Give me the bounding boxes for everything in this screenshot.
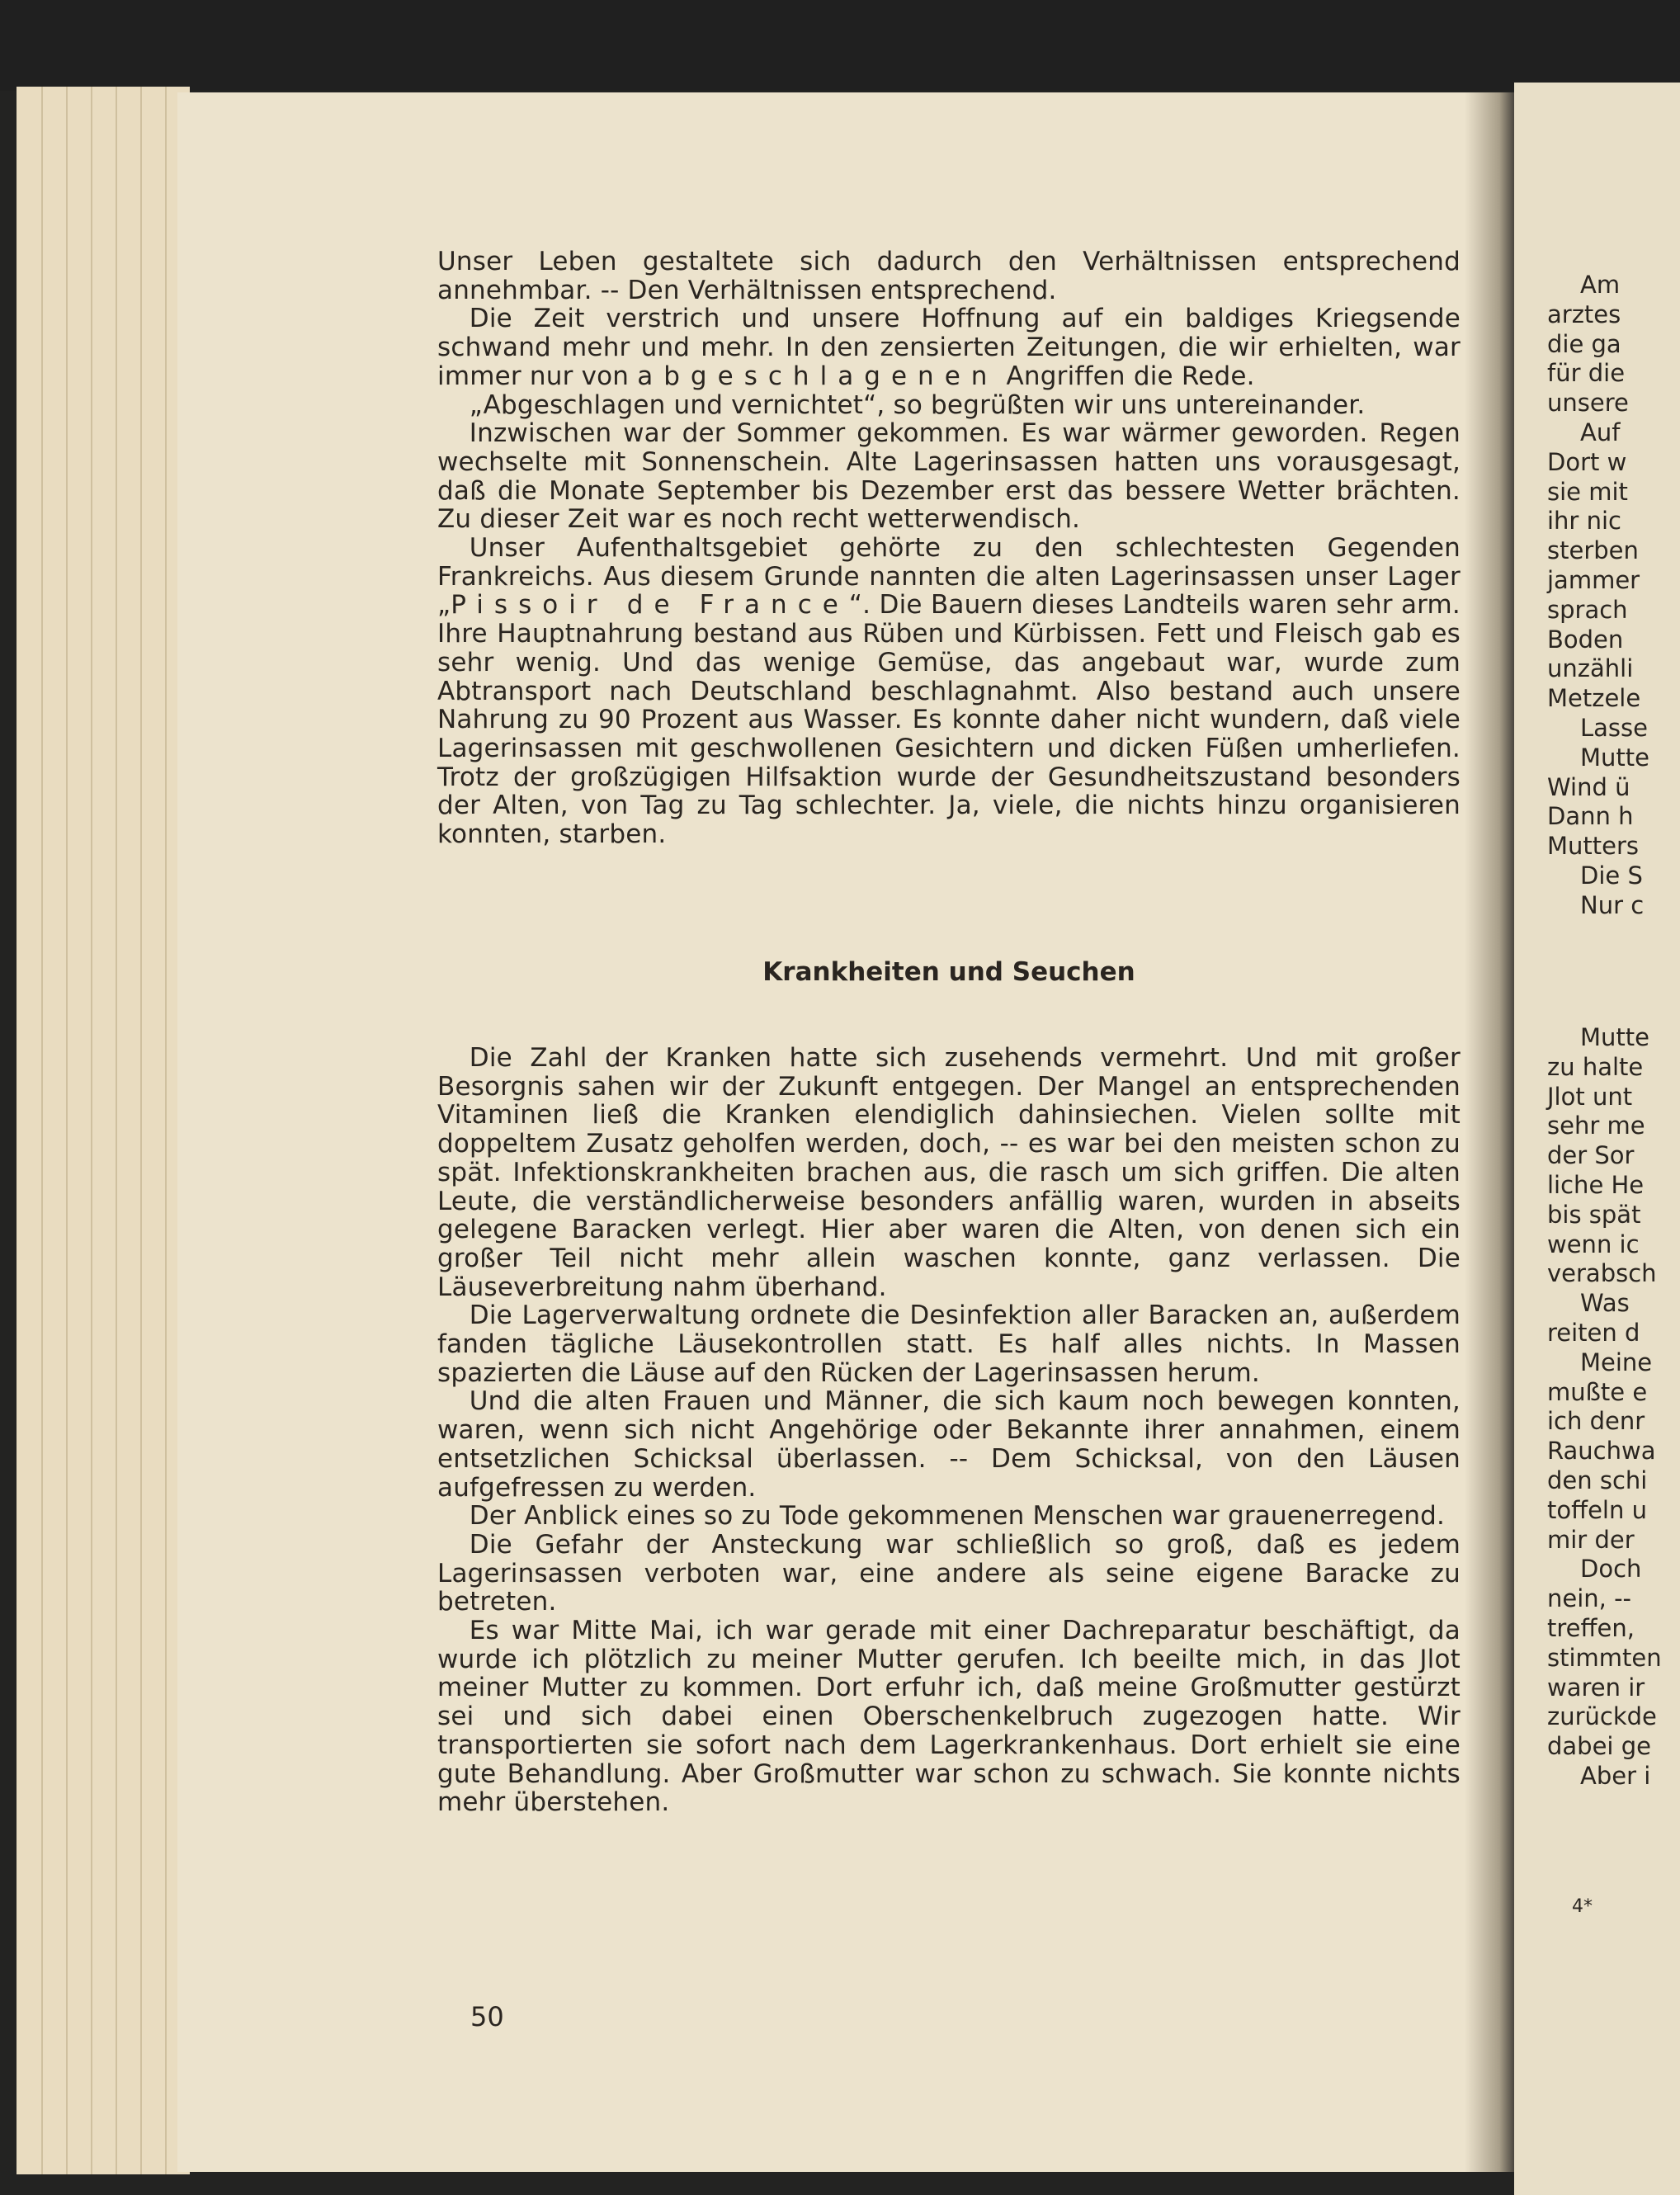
paragraph: Die Zahl der Kranken hatte sich zusehends vermehrt. Und mit großer Besorgnis sahen wir der Zukunft entgegen. Der Mangel an entsprechenden Vitaminen ließ die Kranken elendiglich dahinsiechen. Vielen sollte mit doppeltem Zusatz geholfen werden, doch, -- es war bei den meisten schon zu spät. Infektionskrankheiten brachen aus, die rasch um sich griffen. Die alten Leute, die verständlicherweise besonders anfällig waren, wurden in abseits gelegene Baracken verlegt. Hier aber waren die Alten, von denen sich ein großer Teil nicht mehr allein waschen konnte, ganz verlassen. Die Läuseverbreitung nahm überhand. — [437, 1043, 1461, 1302]
right-page-line: Mutte — [1580, 1023, 1649, 1051]
paragraph: „Abgeschlagen und vernichtet“, so begrüßten wir uns untereinander. — [469, 389, 1366, 420]
right-page-line: unzähli — [1547, 654, 1634, 683]
right-page-line: die ga — [1547, 329, 1621, 358]
right-page-line: Meine — [1580, 1348, 1653, 1376]
right-page-line: jammer — [1547, 565, 1640, 594]
right-page-text-block-2 — [1547, 1023, 1680, 1791]
right-page-line: ich denr — [1547, 1407, 1645, 1436]
right-page-line: unsere — [1547, 389, 1629, 418]
right-page-line: sterben — [1547, 536, 1639, 565]
paragraph: Es war Mitte Mai, ich war gerade mit einer Dachreparatur beschäftigt, da wurde ich plötzlich zu meiner Mutter gerufen. Ich beeilte mich, in das Jlot meiner Mutter zu kommen. Dort erfuhr ich, daß meine Großmutter gestürzt sei und sich dabei einen Oberschenkelbruch zugezogen hatte. Wir transportierten sie sofort nach dem Lagerkrankenhaus. Dort erhielt sie eine gute Behandlung. Aber Großmutter war schon zu schwach. Sie konnte nichts mehr überstehen. — [437, 1616, 1461, 1818]
right-page-line: stimmten — [1547, 1643, 1662, 1672]
paragraph: Die Lagerverwaltung ordnete die Desinfektion aller Baracken an, außerdem fanden tägliche Läusekontrollen statt. Es half alles nichts. In Massen spazierten die Läuse auf den Rücken der Lagerinsassen herum. — [437, 1300, 1461, 1388]
right-page-line: Auf — [1580, 418, 1621, 446]
right-page-line: ihr nic — [1547, 507, 1621, 536]
right-page-line: Dort w — [1547, 447, 1627, 476]
right-page-line: zu halte — [1547, 1052, 1644, 1081]
right-page-line: sie mit — [1547, 477, 1628, 506]
paragraph: Unser Aufenthaltsgebiet gehörte zu den schlechtesten Gegenden Frankreichs. Aus diesem Grunde nannten die alten Lagerinsassen unser Lager „Pissoir de France“. Die Bauern dieses Landteils waren sehr arm. Ihre Hauptnahrung bestand aus Rüben und Kürbissen. Fett und Fleisch gab es sehr wenig. Und das wenige Gemüse, das angebaut war, wurde zum Abtransport nach Deutschland beschlagnahmt. Also bestand auch unsere Nahrung zu 90 Prozent aus Wasser. Es konnte daher nicht wundern, daß viele Lagerinsassen mit geschwollenen Gesichtern und dicken Füßen umherliefen. Trotz der großzügigen Hilfsaktion wurde der Gesundheitszustand besonders der Alten, von Tag zu Tag schlechter. Ja, viele, die nichts hinzu organisieren konnten, starben. — [437, 533, 1461, 850]
right-page-line: der Sor — [1547, 1141, 1635, 1170]
right-page-line: Was — [1580, 1289, 1630, 1318]
page-number: 50 — [470, 2001, 504, 2032]
right-page-line: sehr me — [1547, 1112, 1645, 1140]
right-page-line: toffeln u — [1547, 1495, 1647, 1524]
right-page-line: zurückde — [1547, 1702, 1657, 1731]
right-page-line: nein, -- — [1547, 1584, 1632, 1613]
section-heading: Krankheiten und Seuchen — [762, 957, 1135, 987]
right-page-line: verabsch — [1547, 1259, 1657, 1288]
right-page-line: Wind ü — [1547, 772, 1630, 801]
right-page-line: Die S — [1580, 861, 1643, 890]
right-page-line: Dann h — [1547, 802, 1634, 831]
right-page-line: waren ir — [1547, 1673, 1645, 1702]
right-page-line: sprach — [1547, 595, 1628, 624]
scan-background — [0, 0, 1680, 91]
paragraph: Die Zeit verstrich und unsere Hoffnung auf ein baldiges Kriegsende schwand mehr und mehr. In den zensierten Zeitungen, die wir erhielten, war immer nur von abgeschlagenen Angriffen die Rede. — [437, 304, 1461, 391]
section-1-text — [437, 248, 1461, 849]
right-page-line: Metzele — [1547, 684, 1641, 713]
paragraph: Die Gefahr der Ansteckung war schließlich so groß, daß es jedem Lagerinsassen verboten war, eine andere als seine eigene Baracke zu betreten. — [437, 1529, 1461, 1617]
right-page-line: Lasse — [1580, 713, 1648, 742]
right-page-line: Mutters — [1547, 832, 1640, 861]
right-page-line: treffen, — [1547, 1613, 1635, 1642]
paragraph: Und die alten Frauen und Männer, die sich kaum noch bewegen konnten, waren, wenn sich nicht Angehörige oder Bekannte ihrer annahmen, einem entsetzlichen Schicksal überlassen. -- Dem Schicksal, von den Läusen aufgefressen zu werden. — [437, 1386, 1461, 1503]
right-page-line: dabei ge — [1547, 1732, 1651, 1761]
right-page-line: mußte e — [1547, 1377, 1648, 1406]
paragraph: Der Anblick eines so zu Tode gekommenen Menschen war grauenerregend. — [469, 1501, 1446, 1532]
right-page-line: Aber i — [1580, 1761, 1651, 1790]
right-page-line: reiten d — [1547, 1318, 1640, 1347]
right-page-line: Nur c — [1580, 890, 1645, 919]
right-page-line: wenn ic — [1547, 1230, 1640, 1258]
right-page-line: arztes — [1547, 300, 1621, 328]
paragraph: Unser Leben gestaltete sich dadurch den Verhältnissen entsprechend annehmbar. -- Den Verhältnissen entsprechend. — [437, 247, 1461, 305]
right-page-line: den schi — [1547, 1466, 1648, 1494]
right-page-line: Boden — [1547, 625, 1624, 654]
paragraph: Inzwischen war der Sommer gekommen. Es war wärmer geworden. Regen wechselte mit Sonnenschein. Alte Lagerinsassen hatten uns vorausgesagt, daß die Monate September bis Dezember erst das bessere Wetter brächten. Zu dieser Zeit war es noch recht wetterwendisch. — [437, 418, 1461, 535]
section-2-text — [437, 1044, 1461, 1817]
right-page-line: bis spät — [1547, 1200, 1641, 1229]
right-page-line: liche He — [1547, 1170, 1645, 1199]
right-page-line: mir der — [1547, 1525, 1635, 1554]
right-page-line: für die — [1547, 359, 1626, 388]
right-page-line: Am — [1580, 271, 1621, 299]
right-page-text-block-1 — [1547, 271, 1680, 921]
right-page-line: Jlot unt — [1547, 1082, 1633, 1111]
right-page-line: Doch — [1580, 1555, 1642, 1584]
right-page-signature-mark: 4* — [1572, 1896, 1593, 1917]
right-page-line: Rauchwa — [1547, 1437, 1656, 1466]
right-page-line: Mutte — [1580, 743, 1649, 772]
page-stack-edges — [17, 87, 190, 2174]
book-gutter — [1465, 92, 1514, 2172]
